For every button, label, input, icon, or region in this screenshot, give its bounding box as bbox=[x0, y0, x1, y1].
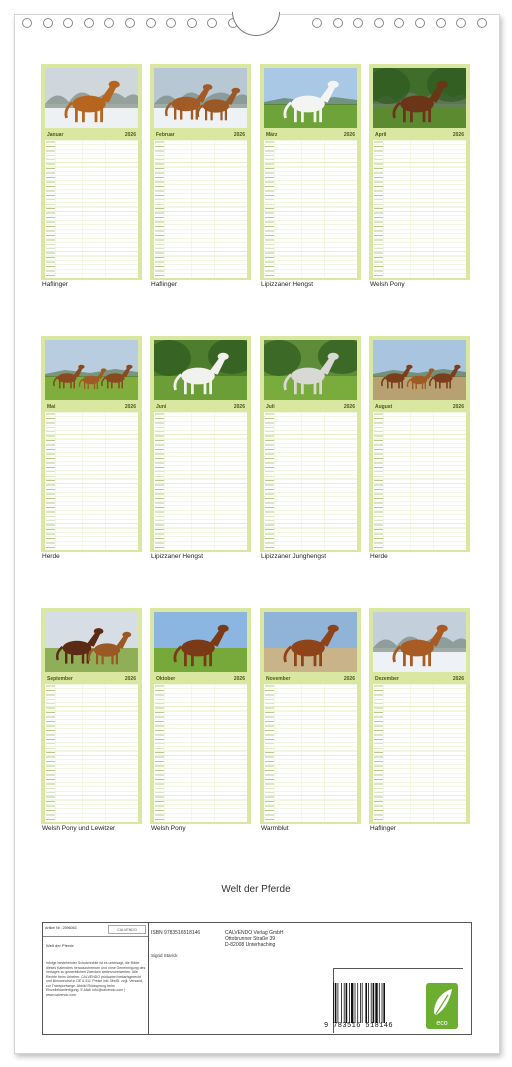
day-column bbox=[46, 684, 55, 822]
month-name: Januar bbox=[47, 131, 64, 138]
day-column bbox=[46, 412, 55, 550]
photo-caption: Haflinger bbox=[151, 281, 178, 288]
author: Sigrid Starick bbox=[151, 953, 178, 958]
binding-hole bbox=[207, 18, 217, 28]
month-page bbox=[260, 336, 361, 552]
month-header bbox=[264, 130, 357, 139]
month-header bbox=[373, 674, 466, 683]
month-page bbox=[260, 64, 361, 280]
binding-hole bbox=[374, 18, 384, 28]
month-name: Dezember bbox=[375, 675, 399, 682]
month-header bbox=[373, 402, 466, 411]
planner-grid bbox=[154, 684, 247, 822]
month-header bbox=[45, 674, 138, 683]
photo-caption: Herde bbox=[42, 553, 60, 560]
photo-caption: Welsh Pony bbox=[151, 825, 186, 832]
month-page bbox=[41, 336, 142, 552]
month-header bbox=[154, 674, 247, 683]
month-page bbox=[150, 608, 251, 824]
binding-hole bbox=[84, 18, 94, 28]
article-number bbox=[43, 923, 148, 937]
photo-caption: Welsh Pony und Lewitzer bbox=[42, 825, 116, 832]
photo-caption: Welsh Pony bbox=[370, 281, 405, 288]
publisher-address bbox=[225, 930, 284, 948]
month-year: 2026 bbox=[343, 403, 355, 410]
photo-caption: Haflinger bbox=[42, 281, 69, 288]
month-page bbox=[150, 64, 251, 280]
month-year: 2026 bbox=[124, 403, 136, 410]
horse-photo bbox=[264, 68, 357, 128]
month-header bbox=[264, 402, 357, 411]
publisher-line: D-82008 Unterhaching bbox=[225, 942, 276, 948]
horse-photo bbox=[45, 612, 138, 672]
month-year: 2026 bbox=[343, 675, 355, 682]
binding-hole bbox=[146, 18, 156, 28]
planner-grid bbox=[264, 684, 357, 822]
binding-hole bbox=[456, 18, 466, 28]
binding-hole bbox=[43, 18, 53, 28]
month-page bbox=[150, 336, 251, 552]
month-name: Februar bbox=[156, 131, 175, 138]
planner-grid bbox=[45, 140, 138, 278]
planner-grid bbox=[45, 412, 138, 550]
binding-hole bbox=[333, 18, 343, 28]
month-page bbox=[369, 336, 470, 552]
month-year: 2026 bbox=[452, 403, 464, 410]
photo-caption: Haflinger bbox=[370, 825, 397, 832]
planner-grid bbox=[154, 140, 247, 278]
barcode-number: 9 783516 518146 bbox=[324, 1022, 394, 1030]
month-name: April bbox=[375, 131, 387, 138]
info-subtitle: Welt der Pferde bbox=[46, 943, 74, 948]
planner-grid bbox=[264, 412, 357, 550]
isbn: ISBN 9783516518146 bbox=[151, 930, 201, 936]
day-column bbox=[155, 684, 164, 822]
eco-label: eco bbox=[436, 1020, 448, 1027]
day-column bbox=[265, 412, 274, 550]
day-column bbox=[46, 140, 55, 278]
month-name: September bbox=[47, 675, 73, 682]
eco-badge bbox=[426, 983, 458, 1029]
day-column bbox=[265, 140, 274, 278]
info-left-column bbox=[43, 923, 149, 1034]
planner-grid bbox=[373, 412, 466, 550]
binding-hole bbox=[477, 18, 487, 28]
month-header bbox=[264, 674, 357, 683]
photo-caption: Herde bbox=[370, 553, 388, 560]
binding-hole bbox=[166, 18, 176, 28]
month-year: 2026 bbox=[233, 403, 245, 410]
publisher-logo: CALVENDO bbox=[108, 925, 146, 934]
article-number-text: Artikel Nr.: 2596063 bbox=[45, 926, 77, 930]
month-year: 2026 bbox=[452, 131, 464, 138]
horse-photo bbox=[45, 340, 138, 400]
binding-hole bbox=[415, 18, 425, 28]
month-name: Mai bbox=[47, 403, 56, 410]
month-page bbox=[41, 608, 142, 824]
binding-hole bbox=[436, 18, 446, 28]
binding-hole bbox=[187, 18, 197, 28]
month-page bbox=[260, 608, 361, 824]
month-name: März bbox=[266, 131, 278, 138]
month-header bbox=[373, 130, 466, 139]
month-name: Juli bbox=[266, 403, 275, 410]
day-column bbox=[374, 140, 383, 278]
planner-grid bbox=[264, 140, 357, 278]
day-column bbox=[265, 684, 274, 822]
day-column bbox=[155, 412, 164, 550]
month-name: August bbox=[375, 403, 393, 410]
binding-hole bbox=[104, 18, 114, 28]
day-column bbox=[374, 684, 383, 822]
month-year: 2026 bbox=[233, 131, 245, 138]
planner-grid bbox=[154, 412, 247, 550]
planner-grid bbox=[45, 684, 138, 822]
month-header bbox=[45, 130, 138, 139]
photo-caption: Lipizzaner Hengst bbox=[151, 553, 204, 560]
calendar-title: Welt der Pferde bbox=[221, 884, 291, 895]
horse-photo bbox=[154, 340, 247, 400]
binding-hole bbox=[63, 18, 73, 28]
photo-caption: Lipizzaner Junghengst bbox=[261, 553, 327, 560]
month-year: 2026 bbox=[233, 675, 245, 682]
back-info-panel bbox=[42, 922, 472, 1035]
publisher-line: Ottobrunner Straße 39 bbox=[225, 936, 276, 942]
binding-hole bbox=[22, 18, 32, 28]
photo-caption: Warmblut bbox=[261, 825, 289, 832]
planner-grid bbox=[373, 140, 466, 278]
month-page bbox=[369, 608, 470, 824]
day-column bbox=[374, 412, 383, 550]
legal-notice: Infolge bestehender Schutzrechte ist es untersagt, die Bilder dieses Kalenders herauszutrennen und ohne Genehmigung des Verlages zu gewerblichen Zwecken weiterzuverwerten. Alle Rechte beim Urheber. CALVENDO produziert bedarfsgerecht und klimaneutral in DE & EU. Preise inkl. MwSt. zzgl. Versand, zur Transportwege. Abbild Rücksprung beim Einzelbildanfertigung. E-Mail: info@calvendo.com | www.calvendo.com bbox=[46, 961, 146, 997]
month-page bbox=[369, 64, 470, 280]
publisher-line: CALVENDO Verlag GmbH bbox=[225, 930, 284, 936]
planner-grid bbox=[373, 684, 466, 822]
binding-hole bbox=[312, 18, 322, 28]
month-header bbox=[154, 402, 247, 411]
month-name: Oktober bbox=[156, 675, 176, 682]
month-name: Juni bbox=[156, 403, 167, 410]
horse-photo bbox=[373, 340, 466, 400]
horse-photo bbox=[154, 68, 247, 128]
month-header bbox=[45, 402, 138, 411]
barcode bbox=[332, 983, 406, 1023]
binding-hole bbox=[353, 18, 363, 28]
horse-photo bbox=[264, 612, 357, 672]
month-header bbox=[154, 130, 247, 139]
horse-photo bbox=[373, 68, 466, 128]
month-year: 2026 bbox=[124, 675, 136, 682]
day-column bbox=[155, 140, 164, 278]
horse-photo bbox=[373, 612, 466, 672]
binding-hole bbox=[394, 18, 404, 28]
month-page bbox=[41, 64, 142, 280]
horse-photo bbox=[45, 68, 138, 128]
horse-photo bbox=[264, 340, 357, 400]
photo-caption: Lipizzaner Hengst bbox=[261, 281, 314, 288]
month-year: 2026 bbox=[343, 131, 355, 138]
month-year: 2026 bbox=[124, 131, 136, 138]
month-year: 2026 bbox=[452, 675, 464, 682]
horse-photo bbox=[154, 612, 247, 672]
binding-hole bbox=[125, 18, 135, 28]
month-name: November bbox=[266, 675, 291, 682]
